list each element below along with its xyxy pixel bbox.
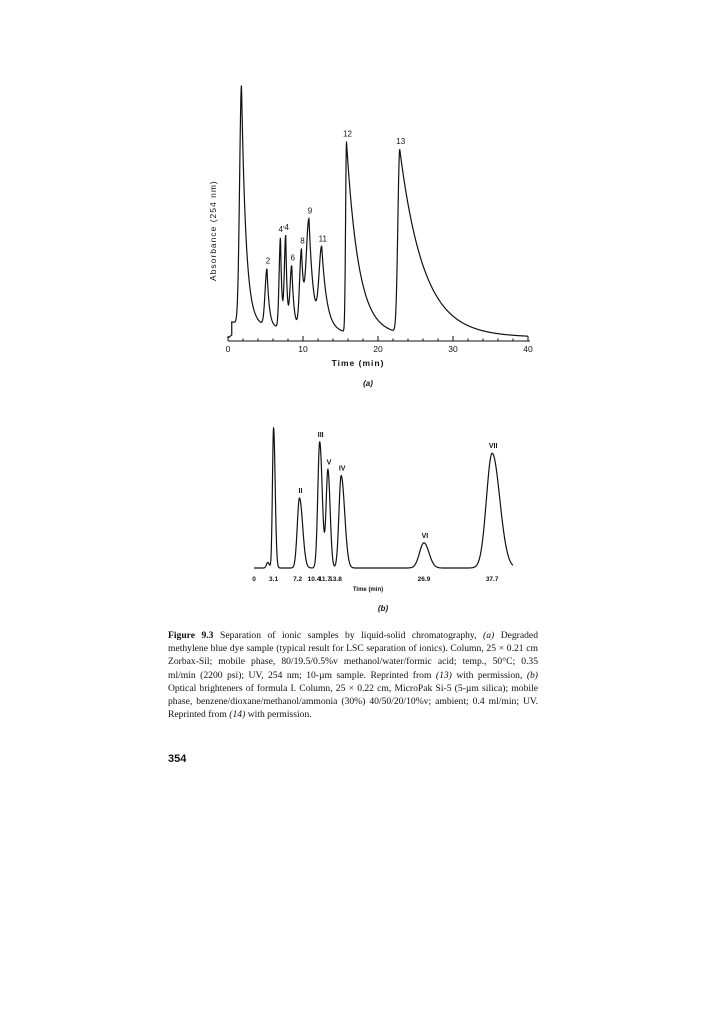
x-tick-label: 11.7 (318, 576, 331, 583)
peak-label: 12 (343, 129, 352, 139)
trace-b (254, 428, 513, 568)
peak-label: VII (488, 443, 498, 451)
caption-part-b-text: Optical brighteners of formula I. Column, 25 × 0.22 cm, MicroPak Si-5 (5-µm silica); mobile phase, benzene/dioxane/methanol/ammonia (30%) 40/50/20/10%v; ambient; 0.4 ml/min; UV. Reprinted from (168, 682, 538, 721)
x-tick-label: 37.7 (485, 576, 499, 583)
caption-ref-13: (13) (435, 669, 452, 681)
figure-caption (168, 629, 538, 721)
chromatogram-b (0, 400, 723, 650)
x-tick-label: 0 (252, 576, 256, 583)
caption-part-a-text: Degraded methylene blue dye sample (typical result for LSC separation of ionics). Column, 25 × 0.21 cm Zorbax-Sil; mobile phase, 80/19.5/0.5%v methanol/water/formic acid; temp., 50°C; 0.35 ml/min (2200 psi); UV, 254 nm; 10-µm sample. Reprinted from (168, 630, 538, 681)
x-tick-label: 7.2 (293, 576, 303, 583)
peak-label: V (326, 459, 332, 467)
x-tick-label: 30 (448, 344, 458, 354)
x-tick-label: 26.9 (417, 576, 431, 583)
panel-label-a: (a) (363, 379, 373, 388)
figure-label: Figure 9.3 (168, 630, 214, 641)
peak-label: 11 (318, 234, 327, 244)
peak-label: 9 (307, 206, 313, 216)
caption-part-b-marker: (b) (526, 669, 538, 681)
caption-title: Separation of ionic samples by liquid-solid chromatography, (219, 630, 477, 641)
chromatogram-a (0, 0, 723, 400)
peak-label: 6 (290, 253, 295, 263)
x-tick-label: 10.4 (307, 576, 321, 583)
caption-ref-14: (14) (229, 709, 246, 721)
peak-label: 4 (284, 223, 289, 233)
peak-label: II (298, 488, 303, 495)
caption-part-a-end: with permission, (456, 669, 523, 681)
x-tick-label: 20 (373, 344, 383, 354)
x-tick-label: 10 (298, 344, 308, 354)
peak-label: VI (421, 532, 429, 540)
x-tick-label: 40 (523, 344, 533, 354)
y-axis-label-a: Absorbance (254 nm) (208, 180, 218, 281)
trace-a (228, 86, 528, 338)
peak-label: 4' (278, 225, 285, 235)
peak-label: IV (338, 465, 346, 473)
peak-label: III (317, 431, 324, 439)
x-tick-label: 13.8 (329, 576, 342, 583)
x-axis-label-b: Time (min) (352, 587, 384, 593)
peak-label: 2 (265, 256, 271, 266)
x-tick-label: 3.1 (269, 576, 279, 583)
peak-label: 8 (300, 236, 305, 246)
page-number: 354 (168, 753, 187, 765)
peak-label: 13 (396, 137, 406, 147)
caption-part-a-marker: (a) (483, 630, 495, 641)
panel-label-b: (b) (377, 604, 389, 613)
caption-part-b-end: with permission. (247, 709, 312, 721)
x-axis-label-a: Time (min) (331, 358, 385, 368)
x-tick-label: 0 (225, 344, 231, 354)
